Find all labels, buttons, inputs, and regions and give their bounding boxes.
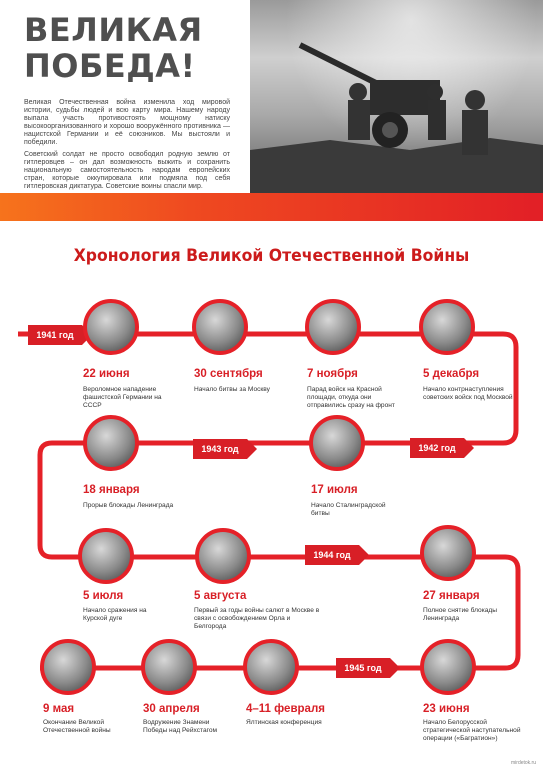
event-photo-5-july [78,528,134,584]
watermark: mirdetok.ru [511,760,537,766]
event-photo-5-december [419,299,475,355]
event-photo-9-may [40,639,96,695]
event-description: Вероломное нападение фашистской Германии на СССР [83,386,162,409]
event-description: Начало Белорусской стратегической наступательной операции («Багратион») [423,719,521,742]
event-photo-23-june [420,639,476,695]
event-photo-30-september [192,299,248,355]
event-photo-7-november [305,299,361,355]
intro-paragraph-2: Советский солдат не просто освободил родную землю от гитлеровцев – он дал возможность выжить и сохранить национальную самостоятельность народам европейских стран, которые оккупировала или подмяла под себя гитлеровская диктатура. Советские воины спасли мир. [24,151,230,191]
event-date: 5 июля [83,590,124,602]
event-photo-4-11-february [243,639,299,695]
event-description: Первый за годы войны салют в Москве в связи с освобождением Орла и Белгорода [194,607,320,630]
year-label-1942: 1942 год [410,438,464,458]
event-description: Начало контрнаступления советских войск под Москвой [423,386,513,401]
event-date: 5 августа [194,590,247,602]
event-date: 22 июня [83,368,130,380]
event-description: Ялтинская конференция [246,719,322,726]
event-description: Начало Сталинградской битвы [311,502,386,517]
event-description: Окончание Великой Отечественной войны [43,719,111,734]
event-date: 17 июля [311,484,358,496]
event-date: 9 мая [43,703,75,715]
event-date: 30 сентября [194,368,263,380]
event-date: 4–11 февраля [246,703,325,715]
event-description: Водружение Знамени Победы над Рейхстагом [143,719,218,734]
event-date: 30 апреля [143,703,200,715]
event-description: Парад войск на Красной площади, откуда они отправились сразу на фронт [307,386,395,409]
event-date: 18 января [83,484,140,496]
event-date: 23 июня [423,703,470,715]
title-line-2: ПОБЕДА! [24,47,196,85]
year-label-1944: 1944 год [305,545,359,565]
intro-paragraph-1: Великая Отечественная война изменила ход мировой истории, судьбы людей и всю карту мира. Нашему народу выпала участь противостоять мощному натиску высокоорганизованного и хорошо вооружённого противника — нацистской Германии и её союзников. Мы выстояли и победили. [24,99,230,146]
event-date: 7 ноября [307,368,358,380]
event-date: 27 января [423,590,480,602]
event-photo-18-january [83,415,139,471]
event-description: Начало сражения на Курской дуге [83,607,147,622]
event-photo-17-july [309,415,365,471]
chronology-title: Хронология Великой Отечественной Войны [73,246,470,266]
year-label-1943: 1943 год [193,439,247,459]
year-label-1945: 1945 год [336,658,390,678]
event-photo-30-april [141,639,197,695]
event-description: Начало битвы за Москву [194,386,270,393]
year-label-1941: 1941 год [28,325,82,345]
event-photo-5-august [195,528,251,584]
event-photo-22-june [83,299,139,355]
event-date: 5 декабря [423,368,480,380]
event-description: Прорыв блокады Ленинграда [83,502,174,509]
event-photo-27-january [420,525,476,581]
event-description: Полное снятие блокады Ленинграда [423,607,497,622]
title-line-1: ВЕЛИКАЯ [24,11,203,49]
